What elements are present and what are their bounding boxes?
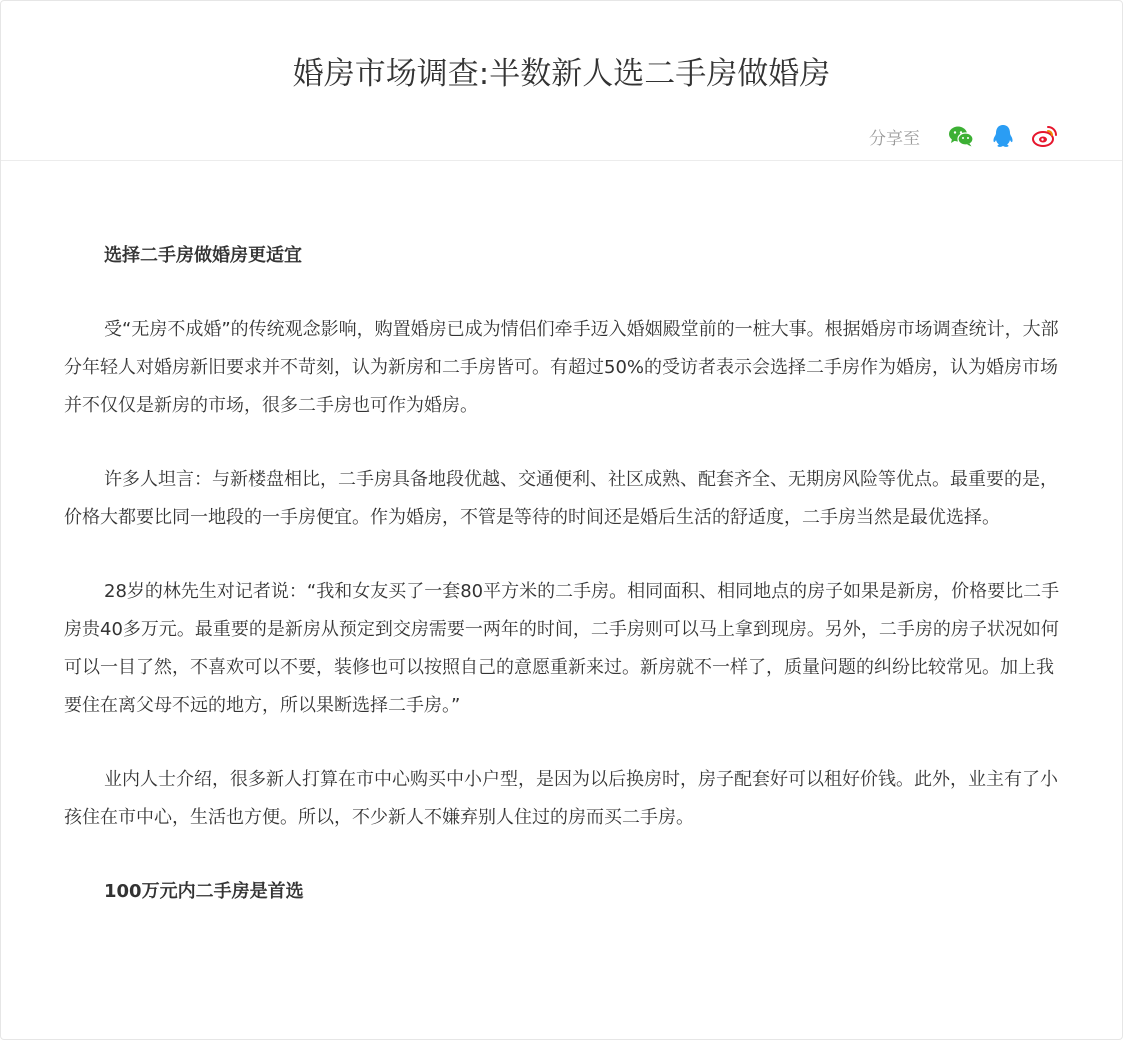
section-heading: 100万元内二手房是首选 [104, 881, 304, 902]
paragraph: 许多人坦言：与新楼盘相比，二手房具备地段优越、交通便利、社区成熟、配套齐全、无期房风险等优点。最重要的是，价格大都要比同一地段的一手房便宜。作为婚房，不管是等待的时间还是婚后生活的舒适度，二手房当然是最优选择。 [64, 469, 1058, 528]
wechat-icon[interactable] [946, 121, 976, 151]
article-header [1, 1, 1122, 161]
article-title: 婚房市场调查:半数新人选二手房做婚房 [292, 56, 831, 92]
weibo-icon[interactable] [1030, 121, 1060, 151]
paragraph: 28岁的林先生对记者说：“我和女友买了一套80平方米的二手房。相同面积、相同地点的房子如果是新房，价格要比二手房贵40多万元。最重要的是新房从预定到交房需要一两年的时间，二手房则可以马上拿到现房。另外，二手房的房子状况如何可以一目了然，不喜欢可以不要，装修也可以按照自己的意愿重新来过。新房就不一样了，质量问题的纠纷比较常见。加上我要住在离父母不远的地方，所以果断选择二手房。” [64, 581, 1060, 716]
article-body [64, 237, 1064, 947]
paragraph: 业内人士介绍，很多新人打算在市中心购买中小户型，是因为以后换房时，房子配套好可以租好价钱。此外，业主有了小孩住在市中心，生活也方便。所以，不少新人不嫌弃别人住过的房而买二手房。 [64, 769, 1058, 828]
section-heading: 选择二手房做婚房更适宜 [104, 245, 302, 266]
paragraph: 受“无房不成婚”的传统观念影响，购置婚房已成为情侣们牵手迈入婚姻殿堂前的一桩大事。根据婚房市场调查统计，大部分年轻人对婚房新旧要求并不苛刻，认为新房和二手房皆可。有超过50%的受访者表示会选择二手房作为婚房，认为婚房市场并不仅仅是新房的市场，很多二手房也可作为婚房。 [64, 319, 1059, 416]
share-label: 分享至 [869, 128, 920, 149]
qq-icon[interactable] [988, 121, 1018, 151]
share-bar [869, 121, 1060, 151]
